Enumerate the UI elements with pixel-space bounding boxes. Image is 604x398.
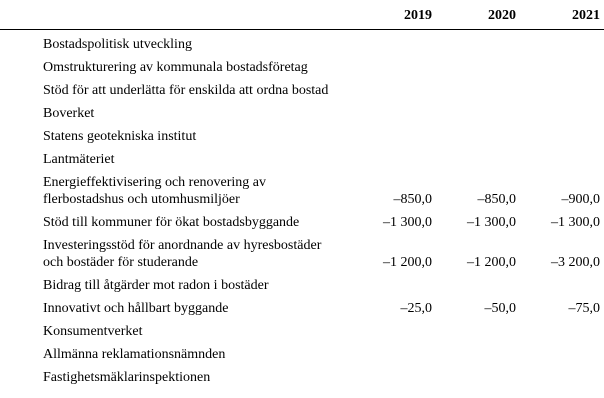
row-value: –1 200,0 — [467, 255, 516, 270]
row-value — [352, 53, 436, 76]
row-value — [520, 99, 604, 122]
row-value — [352, 76, 436, 99]
row-value — [436, 145, 520, 168]
row-label — [0, 168, 352, 208]
row-label-line: Investeringsstöd för anordnande av hyresbostäder — [43, 238, 322, 253]
row-value: –850,0 — [477, 192, 516, 207]
row-label — [0, 231, 352, 271]
row-label — [0, 99, 352, 122]
header-year-2021: 2021 — [572, 8, 600, 23]
row-value: –1 300,0 — [551, 215, 600, 230]
row-label — [0, 271, 352, 294]
header-year-2020: 2020 — [488, 8, 516, 23]
row-label-line: Stöd till kommuner för ökat bostadsbyggande — [43, 215, 300, 230]
table-row — [0, 145, 604, 168]
row-label-line: Boverket — [43, 106, 95, 121]
row-label-line: Stöd för att underlätta för enskilda att ordna bostad — [43, 83, 329, 98]
row-value: –1 300,0 — [467, 215, 516, 230]
table-row — [0, 53, 604, 76]
table-row — [0, 30, 604, 54]
row-value — [352, 122, 436, 145]
row-value — [352, 99, 436, 122]
row-label-line: Innovativt och hållbart byggande — [43, 301, 229, 316]
row-label-line: Fastighetsmäklarinspektionen — [43, 370, 211, 385]
table-row — [0, 168, 604, 208]
row-value — [436, 317, 520, 340]
row-value — [520, 122, 604, 145]
table-row — [0, 99, 604, 122]
header-year-2019: 2019 — [404, 8, 432, 23]
table-row — [0, 208, 604, 231]
row-value — [520, 53, 604, 76]
row-value — [436, 271, 520, 294]
row-value: –3 200,0 — [551, 255, 600, 270]
table-row — [0, 340, 604, 363]
row-label-line: Energieffektivisering och renovering av — [43, 175, 267, 190]
row-value — [520, 340, 604, 363]
row-label — [0, 122, 352, 145]
row-label — [0, 340, 352, 363]
row-label-line: Bostadspolitisk utveckling — [43, 37, 192, 52]
row-value — [436, 76, 520, 99]
row-value — [520, 145, 604, 168]
row-value — [520, 76, 604, 99]
row-label — [0, 30, 352, 54]
row-value — [436, 53, 520, 76]
table-row — [0, 122, 604, 145]
row-value — [352, 145, 436, 168]
row-label-line: Omstrukturering av kommunala bostadsföretag — [43, 60, 308, 75]
table-row — [0, 294, 604, 317]
row-value — [520, 317, 604, 340]
row-value: –1 300,0 — [383, 215, 432, 230]
row-label-line: Bidrag till åtgärder mot radon i bostäder — [43, 278, 269, 293]
table-row — [0, 231, 604, 271]
header-row — [0, 0, 604, 30]
row-value: –1 200,0 — [383, 255, 432, 270]
row-value — [520, 363, 604, 386]
row-value — [520, 271, 604, 294]
row-value: –50,0 — [484, 301, 516, 316]
row-label — [0, 53, 352, 76]
row-value: –25,0 — [400, 301, 432, 316]
row-label — [0, 294, 352, 317]
table-header — [0, 0, 604, 30]
row-value: –75,0 — [568, 301, 600, 316]
row-value — [352, 340, 436, 363]
row-label-line: och bostäder för studerande — [43, 255, 199, 270]
row-label-line: Allmänna reklamationsnämnden — [43, 347, 226, 362]
row-label — [0, 317, 352, 340]
row-label-line: Lantmäteriet — [43, 152, 115, 167]
table-row — [0, 363, 604, 386]
row-value — [352, 363, 436, 386]
row-value — [352, 30, 436, 54]
table-row — [0, 271, 604, 294]
row-value — [436, 122, 520, 145]
table-row — [0, 317, 604, 340]
row-value — [436, 340, 520, 363]
row-label — [0, 76, 352, 99]
row-label — [0, 363, 352, 386]
row-label-line: Konsumentverket — [43, 324, 143, 339]
table-body — [0, 30, 604, 387]
row-value — [352, 271, 436, 294]
row-label-line: Statens geotekniska institut — [43, 129, 197, 144]
header-label-cell — [0, 0, 352, 30]
table-row — [0, 76, 604, 99]
row-value — [436, 30, 520, 54]
row-label-line: flerbostadshus och utomhusmiljöer — [43, 192, 240, 207]
row-value — [436, 99, 520, 122]
row-label — [0, 208, 352, 231]
row-value: –900,0 — [561, 192, 600, 207]
row-value — [520, 30, 604, 54]
row-label — [0, 145, 352, 168]
row-value — [436, 363, 520, 386]
row-value: –850,0 — [393, 192, 432, 207]
row-value — [352, 317, 436, 340]
